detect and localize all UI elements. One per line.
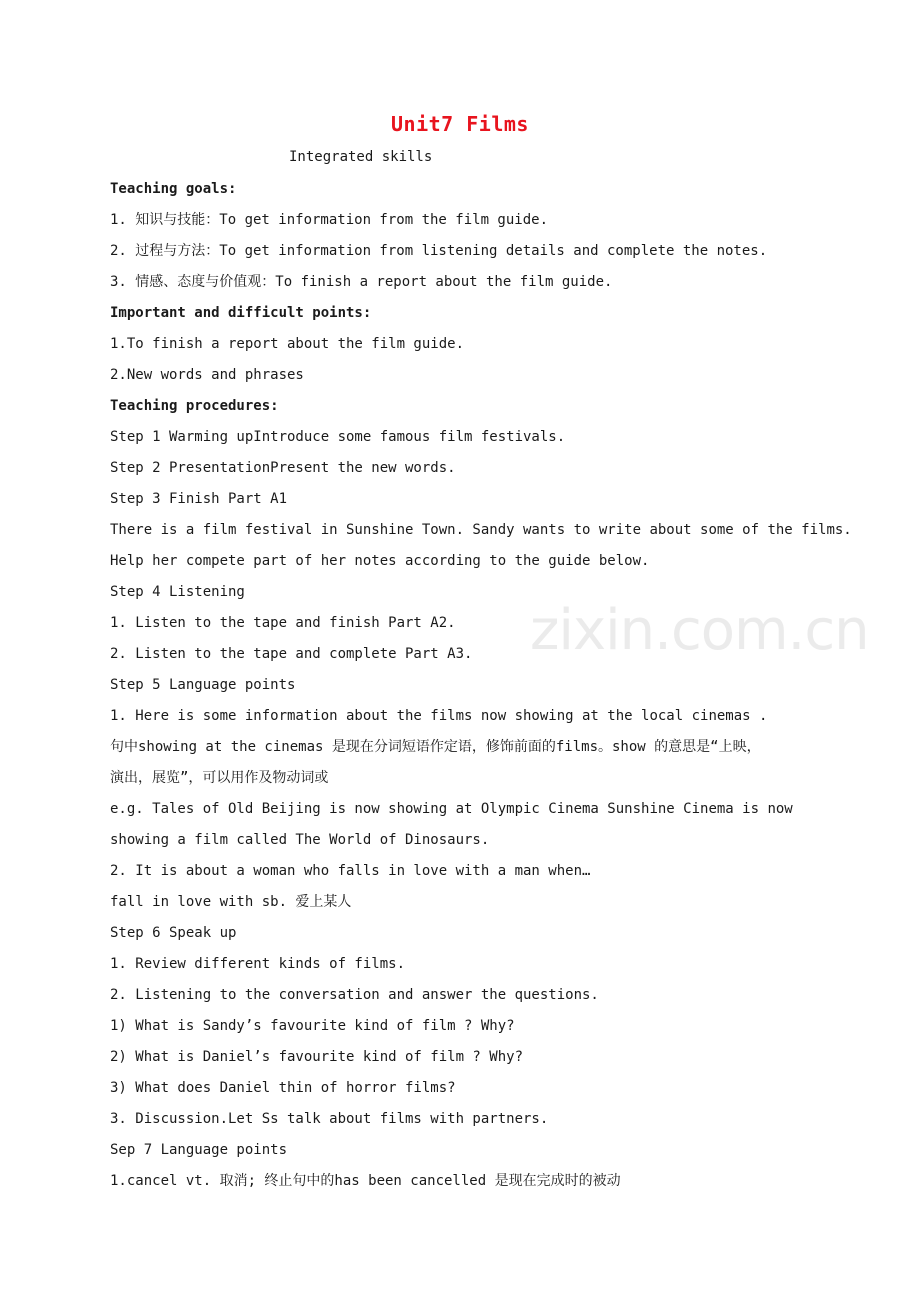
- watermark: zixin.com.cn: [530, 598, 869, 663]
- heading-teaching-procedures: Teaching procedures:: [110, 398, 279, 414]
- example-line-2: showing a film called The World of Dinosaurs.: [110, 832, 490, 848]
- question-1: 1) What is Sandy’s favourite kind of film ? Why?: [110, 1018, 515, 1034]
- step-7-item-1: 1.cancel vt. 取消; 终止句中的has been cancelled 是现在完成时的被动: [110, 1173, 621, 1189]
- question-3: 3) What does Daniel thin of horror films?: [110, 1080, 456, 1096]
- document-subtitle: Integrated skills: [289, 149, 433, 165]
- point-line-2: 2.New words and phrases: [110, 367, 304, 383]
- step-4-item-2: 2. Listen to the tape and complete Part A3.: [110, 646, 473, 662]
- goal-line-3: 3. 情感、态度与价值观：To finish a report about the film guide.: [110, 274, 613, 290]
- heading-teaching-goals: Teaching goals:: [110, 181, 237, 197]
- step-6-item-3: 3. Discussion.Let Ss talk about films with partners.: [110, 1111, 549, 1127]
- document-title: Unit7 Films: [391, 112, 529, 136]
- step-3-line: Step 3 Finish Part A1: [110, 491, 288, 507]
- heading-important-points: Important and difficult points:: [110, 305, 372, 321]
- question-2: 2) What is Daniel’s favourite kind of film ? Why?: [110, 1049, 524, 1065]
- step-5-note-2: 演出，展览”，可以用作及物动词或: [110, 770, 329, 786]
- step-5-line: Step 5 Language points: [110, 677, 296, 693]
- step-3-text-1: There is a film festival in Sunshine Town. Sandy wants to write about some of the films.: [110, 522, 852, 538]
- step-6-item-1: 1. Review different kinds of films.: [110, 956, 406, 972]
- phrase-fall-in-love: fall in love with sb. 爱上某人: [110, 894, 352, 910]
- step-3-text-2: Help her compete part of her notes according to the guide below.: [110, 553, 650, 569]
- goal-line-2: 2. 过程与方法：To get information from listening details and complete the notes.: [110, 243, 768, 259]
- step-1-line: Step 1 Warming upIntroduce some famous film festivals.: [110, 429, 566, 445]
- step-7-line: Sep 7 Language points: [110, 1142, 288, 1158]
- step-5-item-1: 1. Here is some information about the films now showing at the local cinemas .: [110, 708, 768, 724]
- goal-line-1: 1. 知识与技能：To get information from the film guide.: [110, 212, 549, 228]
- step-6-item-2: 2. Listening to the conversation and answer the questions.: [110, 987, 599, 1003]
- example-line-1: e.g. Tales of Old Beijing is now showing at Olympic Cinema Sunshine Cinema is now: [110, 801, 793, 817]
- step-6-line: Step 6 Speak up: [110, 925, 237, 941]
- step-5-note-1: 句中showing at the cinemas 是现在分词短语作定语，修饰前面的films。show 的意思是“上映，: [110, 739, 761, 755]
- point-line-1: 1.To finish a report about the film guide.: [110, 336, 465, 352]
- step-5-item-2: 2. It is about a woman who falls in love with a man when…: [110, 863, 591, 879]
- step-2-line: Step 2 PresentationPresent the new words.: [110, 460, 456, 476]
- step-4-item-1: 1. Listen to the tape and finish Part A2.: [110, 615, 456, 631]
- step-4-line: Step 4 Listening: [110, 584, 245, 600]
